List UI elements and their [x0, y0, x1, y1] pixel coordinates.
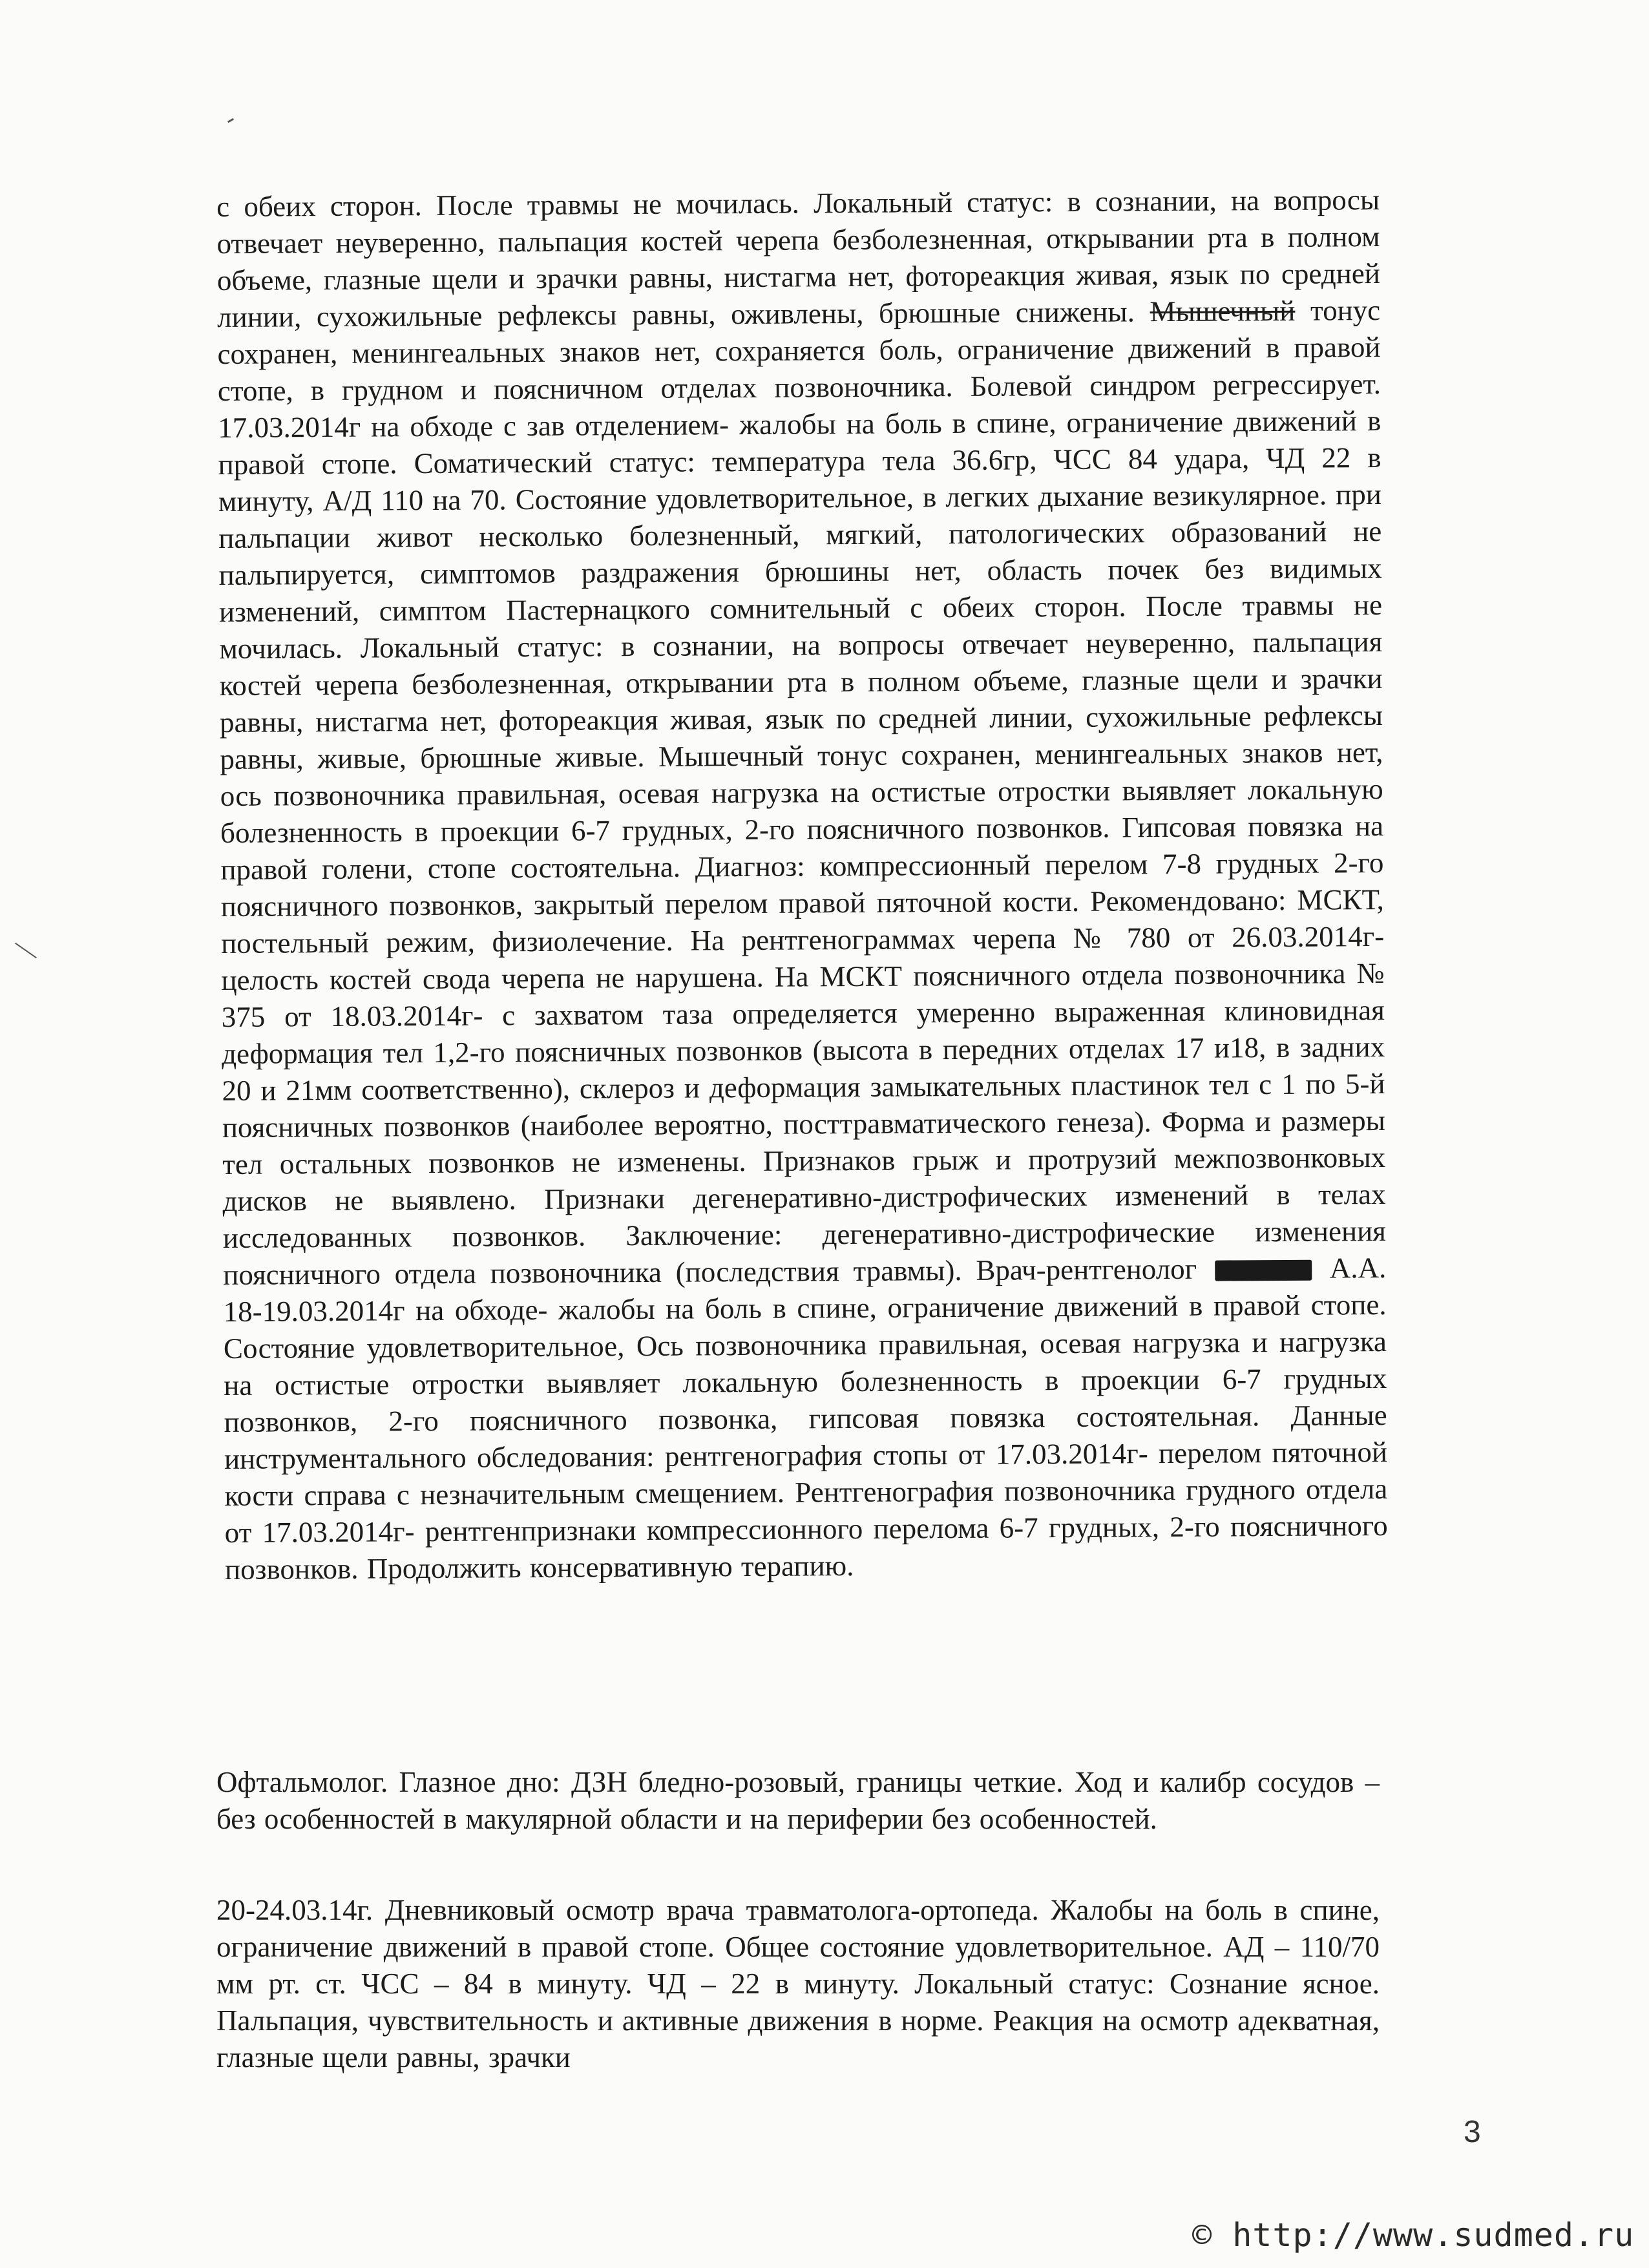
ophthalmologist-paragraph: Офтальмолог. Глазное дно: ДЗН бледно-розовый, границы четкие. Ход и калибр сосудов – без особенностей в макулярной области и на периферии без особенностей.: [216, 1766, 1380, 1835]
watermark: © http://www.sudmed.ru: [1192, 2216, 1635, 2254]
scan-mark-top: [227, 118, 234, 123]
diary-paragraph: 20-24.03.14г. Дневниковый осмотр врача травматолога-ортопеда. Жалобы на боль в спине, ограничение движений в правой стопе. Общее состояние удовлетворительное. АД – 110/70 мм рт. ст. ЧСС – 84 в минуту. ЧД – 22 в минуту. Локальный статус: Сознание ясное. Пальпация, чувствительность и активные движения в норме. Реакция на осмотр адекватная, глазные щели равны, зрачки: [216, 1894, 1380, 2074]
main-paragraph-part3: А.А. 18-19.03.2014г на обходе- жалобы на боль в спине, ограничение движений в правой стопе. Состояние удовлетворительное, Ось позвоночника правильная, осевая нагрузка и нагрузка на остистые отростки выявляет локальную болезненность в проекции 6-7 грудных позвонков, 2-го поясничного позвонка, гипсовая повязка состоятельная. Данные инструментального обследования: рентгенография стопы от 17.03.2014г- перелом пяточной кости справа с незначительным смещением. Рентгенография позвоночника грудного отдела от 17.03.2014г- рентгенпризнаки компрессионного перелома 6-7 грудных, 2-го поясничного позвонков. Продолжить консервативную терапию.: [223, 1251, 1388, 1586]
ophthalmologist-block: [216, 1764, 1380, 1838]
scan-mark-left: [15, 943, 37, 959]
main-paragraph: [216, 182, 1388, 1588]
redacted-name: [1215, 1260, 1312, 1281]
main-paragraph-part2: тонус сохранен, менингеальных знаков нет, сохраняется боль, ограничение движений в правой стопе, в грудном и поясничном отделах позвоночника. Болевой синдром регрессирует. 17.03.2014г на обходе с зав отделением- жалобы на боль в спине, ограничение движений в правой стопе. Соматический статус: температура тела 36.6гр, ЧСС 84 удара, ЧД 22 в минуту, А/Д 110 на 70. Состояние удовлетворительное, в легких дыхание везикулярное. при пальпации живот несколько болезненный, мягкий, патологических образований не пальпируется, симптомов раздражения брюшины нет, область почек без видимых изменений, симптом Пастернацкого сомнительный с обеих сторон. После травмы не мочилась. Локальный статус: в сознании, на вопросы отвечает неуверенно, пальпация костей черепа безболезненная, открывании рта в полном объеме, глазные щели и зрачки равны, нистагма нет, фотореакция живая, язык по средней линии, сухожильные рефлексы равны, живые, брюшные живые. Мышечный тонус сохранен, менингеальных знаков нет, ось позвоночника правильная, осевая нагрузка на остистые отростки выявляет локальную болезненность в проекции 6-7 грудных, 2-го поясничного позвонков. Гипсовая повязка на правой голени, стопе состоятельна. Диагноз: компрессионный перелом 7-8 грудных 2-го поясничного позвонков, закрытый перелом правой пяточной кости. Рекомендовано: МСКТ, постельный режим, физиолечение. На рентгенограммах черепа № 780 от 26.03.2014г- целость костей свода черепа не нарушена. На МСКТ поясничного отдела позвоночника № 375 от 18.03.2014г- с захватом таза определяется умеренно выраженная клиновидная деформация тел 1,2-го поясничных позвонков (высота в передних отделах 17 и18, в задних 20 и 21мм соответственно), склероз и деформация замыкательных пластинок тел с 1 по 5-й поясничных позвонков (наиболее вероятно, посттравматического генеза). Форма и размеры тел остальных позвонков не изменены. Признаков грыж и протрузий межпозвонковых дисков не выявлено. Признаки дегенеративно-дистрофических изменений в телах исследованных позвонков. Заключение: дегенеративно-дистрофические изменения поясничного отдела позвоночника (последствия травмы). Врач-рентгенолог: [217, 294, 1387, 1291]
diary-block: [216, 1892, 1380, 2076]
page-number: 3: [1464, 2115, 1481, 2149]
main-text-block: [216, 182, 1388, 1588]
struck-word: Мышечный: [1150, 294, 1296, 328]
main-paragraph-part1: с обеих сторон. После травмы не мочилась. Локальный статус: в сознании, на вопросы отвечает неуверенно, пальпация костей черепа безболезненная, открывании рта в полном объеме, глазные щели и зрачки равны, нистагма нет, фотореакция живая, язык по средней линии, сухожильные рефлексы равны, оживлены, брюшные снижены.: [216, 184, 1380, 333]
